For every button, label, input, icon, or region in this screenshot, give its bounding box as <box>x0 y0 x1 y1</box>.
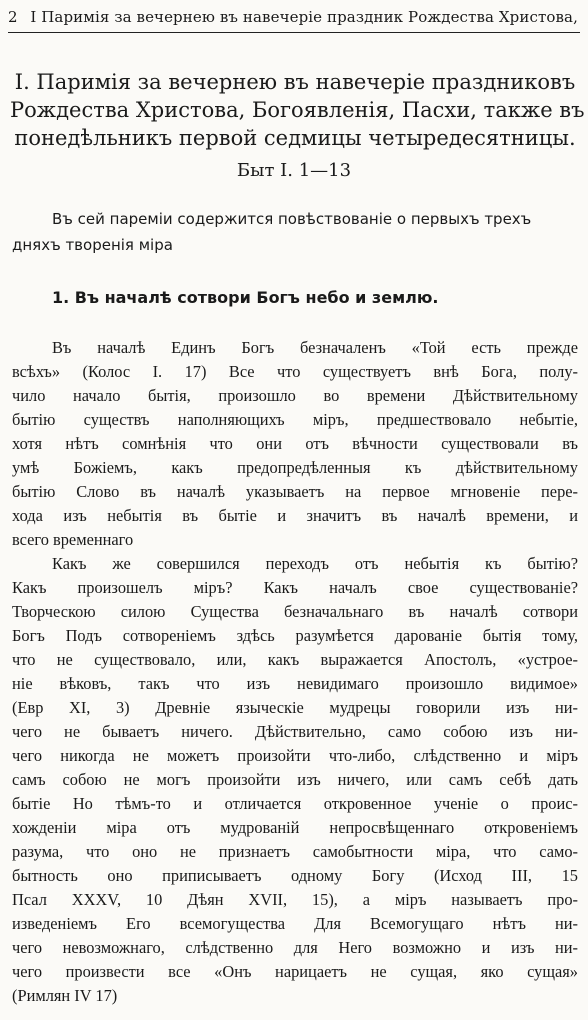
commentary-line: ніе вѣковъ, такъ что изъ невидимаго произошло видимое» <box>12 674 578 693</box>
commentary-line: чего не бываетъ ничего. Дѣйствительно, само собою изъ ни- <box>12 722 578 741</box>
commentary-line: хотя нѣтъ сомнѣнія что они отъ вѣчности существовали въ <box>12 434 578 453</box>
commentary-line: бытіе Но тѣмъ-то и отличается откровенное ученіе о проис- <box>12 794 578 813</box>
commentary-line: Какъ же совершился переходъ отъ небытія къ бытію? <box>52 554 578 573</box>
running-head-text: I Паримія за вечернею въ навечеріе праздник Рождества Христова, <box>30 8 578 26</box>
commentary-line: чего невозможнаго, слѣдственно для Него возможно и изъ ни- <box>12 938 578 957</box>
running-head <box>8 6 580 33</box>
section-summary <box>12 206 574 258</box>
commentary-line: всего временнаго <box>12 530 134 549</box>
commentary-line: (Римлян IV 17) <box>12 986 118 1005</box>
commentary-line: всѣхъ» (Колос I. 17) Все что существуетъ внѣ Бога, полу- <box>12 362 578 381</box>
commentary-line: (Евр XI, 3) Древніе языческіе мудрецы говорили изъ ни- <box>12 698 578 717</box>
commentary-line: самъ собою не могъ произойти изъ ничего, или самъ себѣ дать <box>12 770 578 789</box>
commentary-line: разума, что оно не признаетъ самобытности міра, что само- <box>12 842 578 861</box>
summary-line: Въ сей пареміи содержится повѣствованіе о первыхъ трехъ <box>52 210 532 228</box>
scripture-reference: Быт I. 1—13 <box>236 160 352 181</box>
commentary-body <box>12 336 578 1008</box>
title-line: Рождества Христова, Богоявленія, Пасхи, также въ <box>10 98 585 122</box>
title-line: I. Паримія за вечернею въ навечеріе праздниковъ <box>14 70 576 94</box>
commentary-line: бытность оно приписываетъ одному Богу (Исход III, 15 <box>12 866 578 885</box>
commentary-line: что не существовало, или, какъ выражается Апостолъ, «устрое- <box>12 650 578 669</box>
commentary-line: хода изъ небытія въ бытіе и значитъ въ началѣ времени, и <box>12 506 578 525</box>
commentary-line: умѣ Божіемъ, какъ предопредѣленныя къ дѣйствительному <box>12 458 578 477</box>
title-line: понедѣльникъ первой седмицы четыредесятницы. <box>14 126 576 150</box>
commentary-line: чило начало бытія, произошло во времени Дѣйствительному <box>12 386 578 405</box>
commentary-line: Въ началѣ Единъ Богъ безначаленъ «Той есть прежде <box>52 338 578 357</box>
page-number: 2 <box>8 8 18 26</box>
commentary-line: чего никогда не можетъ произойти что-либо, слѣдственно и міръ <box>12 746 578 765</box>
commentary-line: бытію существъ наполняющихъ міръ, предшествовало небытіе, <box>12 410 578 429</box>
commentary-line: бытію Слово въ началѣ указываетъ на первое мгновеніе пере- <box>12 482 578 501</box>
commentary-line: хожденіи міра отъ мудрованій непросвѣщеннаго откровеніемъ <box>12 818 578 837</box>
commentary-line: Какъ произошелъ міръ? Какъ началъ свое существованіе? <box>12 578 578 597</box>
commentary-line: чего произвести все «Онъ нарицаетъ не сущая, яко сущая» <box>12 962 578 981</box>
summary-line: дняхъ творенія міра <box>12 236 173 254</box>
commentary-line: Творческою силою Существа безначальнаго въ началѣ сотвори <box>12 602 578 621</box>
commentary-line: изведеніемъ Его всемогущества Для Всемогущаго нѣтъ ни- <box>12 914 578 933</box>
commentary-line: Псал XXXV, 10 Дѣян XVII, 15), а міръ называетъ про- <box>12 890 578 909</box>
verse-text: 1. Въ началѣ сотвори Богъ небо и землю. <box>52 288 439 307</box>
section-title <box>10 68 585 152</box>
commentary-line: Богъ Подъ сотвореніемъ здѣсь разумѣется дарованіе бытія тому, <box>12 626 578 645</box>
